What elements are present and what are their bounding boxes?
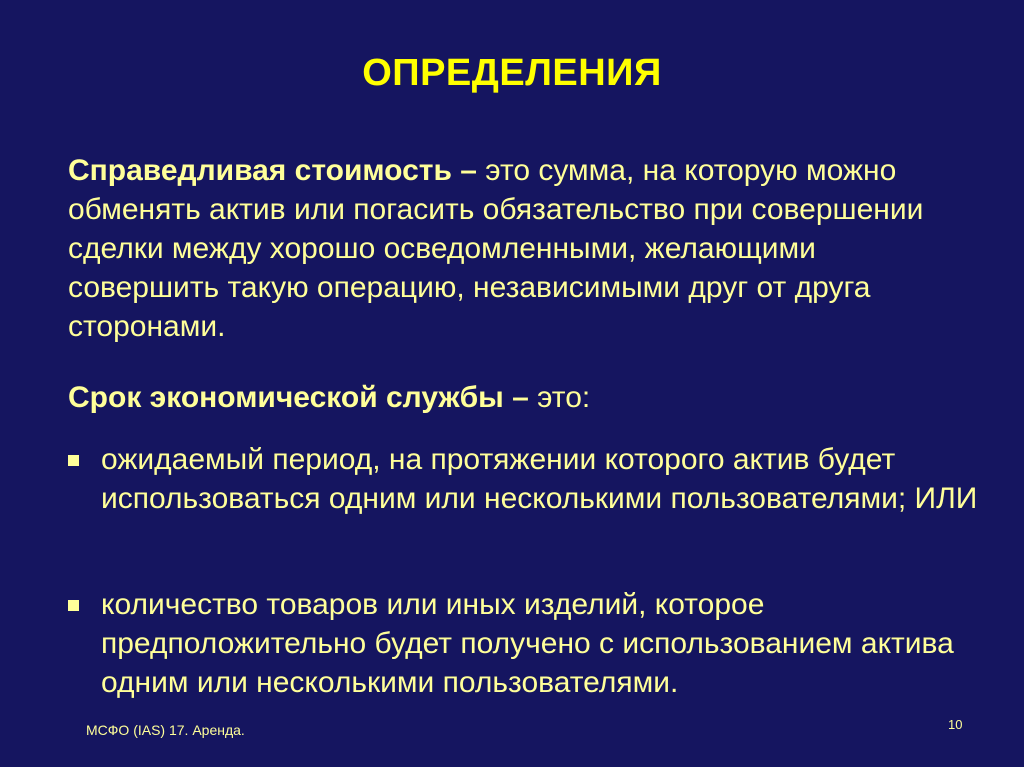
page-number: 10 [948, 717, 963, 732]
term-fair-value: Справедливая стоимость – [68, 154, 477, 187]
square-bullet-icon [68, 600, 79, 611]
bullet-text: ожидаемый период, на протяжении которого актив будет использоваться одним или несколькими пользователями; ИЛИ [101, 443, 978, 515]
slide-footer: МСФО (IAS) 17. Аренда. [86, 722, 245, 738]
definition-fair-value-text: это сумма, на которую можно обменять актив или погасить обязательство при совершении сделки между хорошо осведомленными, желающими совершить такую операцию, независимыми друг от друга сторонами. [68, 154, 924, 343]
slide-title: ОПРЕДЕЛЕНИЯ [362, 52, 662, 94]
term-useful-life: Срок экономической службы – [68, 381, 529, 414]
definition-fair-value [68, 151, 968, 346]
square-bullet-icon [68, 455, 79, 466]
definition-useful-life-text: это: [528, 381, 591, 414]
definition-useful-life [68, 378, 968, 417]
bullet-text: количество товаров или иных изделий, которое предположительно будет получено с использованием актива одним или несколькими пользователями. [101, 588, 954, 699]
